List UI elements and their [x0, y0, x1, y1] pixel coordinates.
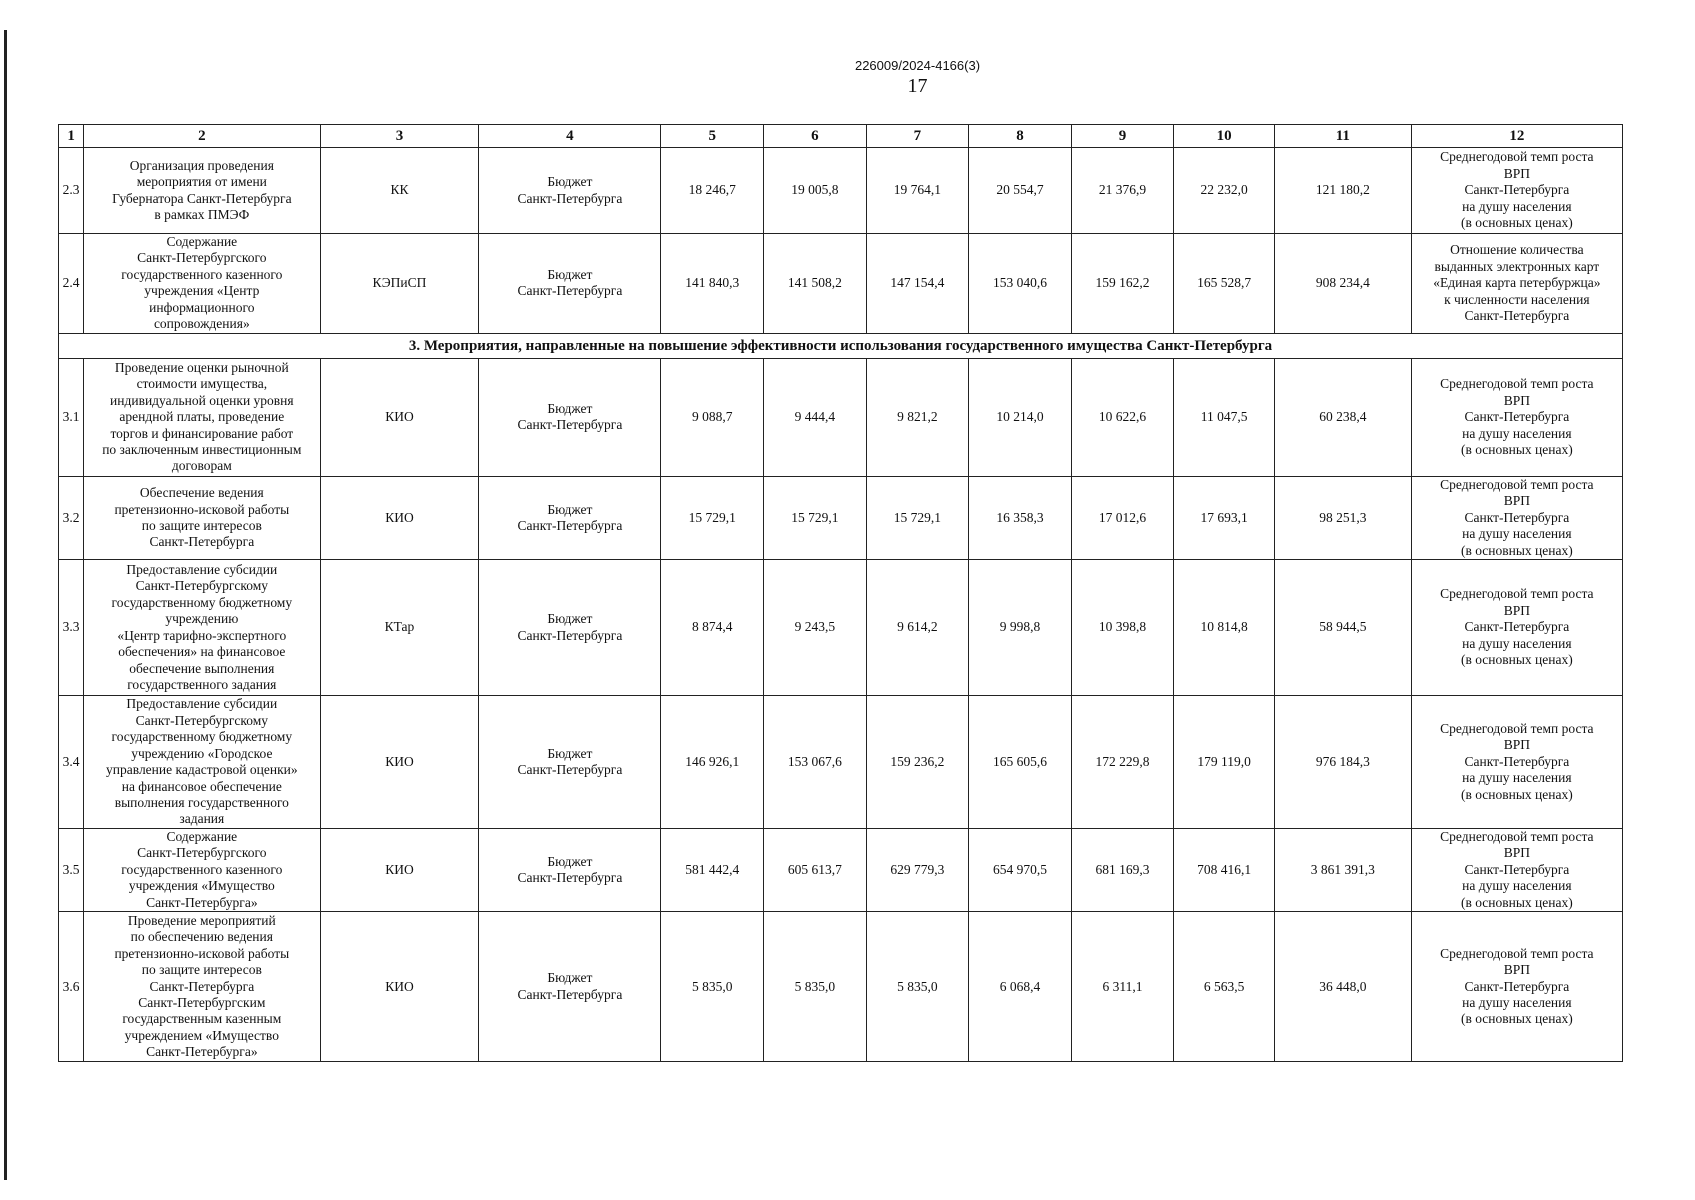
measure-name-line: Проведение оценки рыночной — [114, 359, 289, 375]
value-cell: 9 444,4 — [764, 358, 867, 476]
measure-name-line: арендной платы, проведение — [119, 409, 285, 425]
funding-source-line: Санкт-Петербурга — [517, 627, 623, 643]
value-cell: 141 840,3 — [661, 234, 764, 334]
funding-source-line: Санкт-Петербурга — [517, 870, 623, 886]
measure-name-line: в рамках ПМЭФ — [154, 206, 250, 222]
indicator — [1411, 476, 1622, 559]
col-header: 10 — [1174, 125, 1275, 148]
measure-name-line: учреждению — [165, 611, 239, 627]
value-cell: 9 998,8 — [969, 560, 1072, 696]
indicator-line: на душу населения — [1462, 994, 1572, 1010]
value-cell: 15 729,1 — [866, 476, 969, 559]
funding-source-line: Санкт-Петербурга — [517, 283, 623, 299]
col-header: 1 — [59, 125, 84, 148]
value-cell: 121 180,2 — [1274, 148, 1411, 234]
measure-name-line: индивидуальной оценки уровня — [110, 392, 294, 408]
indicator-line: (в основных ценах) — [1460, 652, 1573, 668]
measure-name-line: по защите интересов — [141, 962, 262, 978]
value-cell: 581 442,4 — [661, 828, 764, 911]
table-row — [59, 696, 1623, 829]
measure-name-line: Предоставление субсидии — [126, 561, 278, 577]
document-id: 226009/2024-4166(3) — [854, 58, 981, 73]
measure-name-line: Санкт-Петербургским — [138, 994, 266, 1010]
value-cell: 10 398,8 — [1071, 560, 1174, 696]
funding-source — [479, 828, 661, 911]
value-cell: 21 376,9 — [1071, 148, 1174, 234]
measure-name-line: мероприятия от имени — [136, 174, 267, 190]
funding-source — [479, 148, 661, 234]
measure-name-line: управление кадастровой оценки» — [106, 762, 298, 778]
value-cell: 9 088,7 — [661, 358, 764, 476]
measure-name-line: претензионно-исковой работы — [114, 501, 290, 517]
indicator-line: (в основных ценах) — [1460, 442, 1573, 458]
measure-name-line: учреждению «Городское — [131, 745, 273, 761]
measure-name-line: обеспечения» на финансовое — [118, 644, 286, 660]
funding-source — [479, 476, 661, 559]
table-row — [59, 234, 1623, 334]
indicator-line: (в основных ценах) — [1460, 894, 1573, 910]
value-cell: 10 814,8 — [1174, 560, 1275, 696]
value-cell: 681 169,3 — [1071, 828, 1174, 911]
value-cell: 6 563,5 — [1174, 912, 1275, 1062]
col-header: 4 — [479, 125, 661, 148]
indicator-line: ВРП — [1503, 392, 1530, 408]
measure-name-line: стоимости имущества, — [136, 376, 268, 392]
measure-name-line: государственного задания — [127, 677, 277, 693]
value-cell: 9 821,2 — [866, 358, 969, 476]
value-cell: 16 358,3 — [969, 476, 1072, 559]
indicator-line: на душу населения — [1462, 878, 1572, 894]
indicator — [1411, 696, 1622, 829]
indicator-line: Санкт-Петербурга — [1464, 619, 1570, 635]
indicator-line: Санкт-Петербурга — [1464, 308, 1570, 324]
value-cell: 976 184,3 — [1274, 696, 1411, 829]
measure-name-line: по защите интересов — [141, 517, 262, 533]
funding-source-line: Бюджет — [547, 266, 593, 282]
measure-name — [84, 148, 320, 234]
measure-name — [84, 358, 320, 476]
funding-source-line: Бюджет — [547, 611, 593, 627]
value-cell: 22 232,0 — [1174, 148, 1275, 234]
measure-name — [84, 912, 320, 1062]
measure-name-line: на финансовое обеспечение — [121, 778, 282, 794]
row-number: 2.4 — [59, 234, 84, 334]
indicator-line: на душу населения — [1462, 526, 1572, 542]
table-row — [59, 828, 1623, 911]
indicator-line: «Единая карта петербуржца» — [1433, 275, 1601, 291]
measure-name-line: обеспечение выполнения — [129, 660, 275, 676]
indicator-line: ВРП — [1503, 602, 1530, 618]
executor: КИО — [320, 358, 479, 476]
indicator-line: к численности населения — [1444, 291, 1590, 307]
value-cell: 19 005,8 — [764, 148, 867, 234]
measure-name-line: задания — [179, 811, 225, 827]
row-number: 3.3 — [59, 560, 84, 696]
col-header: 2 — [84, 125, 320, 148]
row-number: 3.1 — [59, 358, 84, 476]
indicator — [1411, 560, 1622, 696]
measure-name-line: государственного казенного — [121, 266, 283, 282]
indicator-line: Среднегодовой темп роста — [1440, 828, 1594, 844]
col-header: 5 — [661, 125, 764, 148]
indicator — [1411, 912, 1622, 1062]
measure-name-line: учреждения «Центр — [144, 283, 260, 299]
col-header: 6 — [764, 125, 867, 148]
value-cell: 5 835,0 — [866, 912, 969, 1062]
measure-name-line: Санкт-Петербурга» — [146, 1044, 258, 1060]
measure-name — [84, 560, 320, 696]
indicator — [1411, 148, 1622, 234]
value-cell: 708 416,1 — [1174, 828, 1275, 911]
measure-name-line: по заключенным инвестиционным — [102, 442, 302, 458]
executor: КТар — [320, 560, 479, 696]
funding-source — [479, 358, 661, 476]
indicator-line: (в основных ценах) — [1460, 786, 1573, 802]
value-cell: 98 251,3 — [1274, 476, 1411, 559]
measure-name-line: государственного казенного — [121, 861, 283, 877]
col-header: 7 — [866, 125, 969, 148]
funding-source — [479, 234, 661, 334]
indicator-line: Среднегодовой темп роста — [1440, 945, 1594, 961]
funding-source — [479, 696, 661, 829]
measure-name-line: Предоставление субсидии — [126, 696, 278, 712]
measure-name-line: «Центр тарифно-экспертного — [117, 627, 287, 643]
value-cell: 165 528,7 — [1174, 234, 1275, 334]
row-number: 2.3 — [59, 148, 84, 234]
measure-name — [84, 234, 320, 334]
col-header: 8 — [969, 125, 1072, 148]
value-cell: 58 944,5 — [1274, 560, 1411, 696]
executor: КК — [320, 148, 479, 234]
value-cell: 17 012,6 — [1071, 476, 1174, 559]
measure-name-line: государственным казенным — [122, 1011, 282, 1027]
value-cell: 6 068,4 — [969, 912, 1072, 1062]
value-cell: 605 613,7 — [764, 828, 867, 911]
indicator-line: Санкт-Петербурга — [1464, 978, 1570, 994]
value-cell: 146 926,1 — [661, 696, 764, 829]
col-header: 12 — [1411, 125, 1622, 148]
executor: КИО — [320, 476, 479, 559]
measure-name — [84, 476, 320, 559]
indicator — [1411, 828, 1622, 911]
value-cell: 9 614,2 — [866, 560, 969, 696]
indicator-line: (в основных ценах) — [1460, 215, 1573, 231]
measure-name-line: Санкт-Петербурга» — [146, 894, 258, 910]
indicator-line: выданных электронных карт — [1434, 258, 1600, 274]
value-cell: 10 622,6 — [1071, 358, 1174, 476]
executor: КЭПиСП — [320, 234, 479, 334]
executor: КИО — [320, 696, 479, 829]
value-cell: 36 448,0 — [1274, 912, 1411, 1062]
program-table — [58, 124, 1623, 1062]
table-row — [59, 148, 1623, 234]
col-header: 11 — [1274, 125, 1411, 148]
funding-source-line: Санкт-Петербурга — [517, 417, 623, 433]
value-cell: 18 246,7 — [661, 148, 764, 234]
table-row — [59, 358, 1623, 476]
funding-source-line: Бюджет — [547, 970, 593, 986]
funding-source — [479, 912, 661, 1062]
funding-source-line: Бюджет — [547, 400, 593, 416]
measure-name-line: Санкт-Петербургского — [137, 250, 267, 266]
executor: КИО — [320, 828, 479, 911]
measure-name-line: информационного — [149, 299, 255, 315]
value-cell: 654 970,5 — [969, 828, 1072, 911]
col-header: 3 — [320, 125, 479, 148]
row-number: 3.5 — [59, 828, 84, 911]
value-cell: 17 693,1 — [1174, 476, 1275, 559]
value-cell: 147 154,4 — [866, 234, 969, 334]
indicator-line: (в основных ценах) — [1460, 1011, 1573, 1027]
row-number: 3.2 — [59, 476, 84, 559]
column-number-row — [59, 125, 1623, 148]
measure-name-line: Содержание — [166, 234, 238, 249]
measure-name — [84, 696, 320, 829]
funding-source-line: Бюджет — [547, 174, 593, 190]
value-cell: 908 234,4 — [1274, 234, 1411, 334]
indicator-line: Санкт-Петербурга — [1464, 409, 1570, 425]
measure-name-line: учреждением «Имущество — [124, 1027, 279, 1043]
measure-name-line: Санкт-Петербурга — [149, 534, 255, 550]
col-header: 9 — [1071, 125, 1174, 148]
section-title: 3. Мероприятия, направленные на повышение эффективности использования государственного имущества Санкт-Петербурга — [59, 333, 1623, 358]
value-cell: 165 605,6 — [969, 696, 1072, 829]
measure-name-line: выполнения государственного — [114, 794, 289, 810]
value-cell: 5 835,0 — [661, 912, 764, 1062]
row-number: 3.4 — [59, 696, 84, 829]
value-cell: 19 764,1 — [866, 148, 969, 234]
measure-name-line: Проведение мероприятий — [127, 912, 276, 928]
value-cell: 159 236,2 — [866, 696, 969, 829]
scan-edge-line — [4, 30, 7, 1180]
indicator-line: ВРП — [1503, 165, 1530, 181]
indicator-line: Отношение количества — [1450, 242, 1584, 258]
funding-source-line: Санкт-Петербурга — [517, 986, 623, 1002]
measure-name-line: Санкт-Петербургскому — [135, 578, 269, 594]
measure-name-line: торгов и финансирование работ — [110, 425, 294, 441]
value-cell: 159 162,2 — [1071, 234, 1174, 334]
measure-name-line: учреждения «Имущество — [128, 878, 275, 894]
indicator-line: Среднегодовой темп роста — [1440, 586, 1594, 602]
executor: КИО — [320, 912, 479, 1062]
indicator-line: ВРП — [1503, 962, 1530, 978]
value-cell: 6 311,1 — [1071, 912, 1174, 1062]
indicator-line: Среднегодовой темп роста — [1440, 720, 1594, 736]
value-cell: 9 243,5 — [764, 560, 867, 696]
value-cell: 172 229,8 — [1071, 696, 1174, 829]
measure-name-line: государственному бюджетному — [111, 729, 293, 745]
value-cell: 153 067,6 — [764, 696, 867, 829]
indicator-line: на душу населения — [1462, 198, 1572, 214]
measure-name-line: Содержание — [166, 828, 238, 844]
indicator-line: на душу населения — [1462, 635, 1572, 651]
indicator-line: на душу населения — [1462, 770, 1572, 786]
funding-source-line: Санкт-Петербурга — [517, 517, 623, 533]
measure-name-line: государственному бюджетному — [111, 594, 293, 610]
table-body — [59, 148, 1623, 1062]
indicator-line: Среднегодовой темп роста — [1440, 476, 1594, 492]
value-cell: 11 047,5 — [1174, 358, 1275, 476]
measure-name-line: сопровождения» — [153, 316, 250, 332]
indicator-line: Среднегодовой темп роста — [1440, 376, 1594, 392]
indicator-line: Санкт-Петербурга — [1464, 509, 1570, 525]
indicator-line: Санкт-Петербурга — [1464, 753, 1570, 769]
measure-name-line: Санкт-Петербургскому — [135, 712, 269, 728]
value-cell: 179 119,0 — [1174, 696, 1275, 829]
value-cell: 5 835,0 — [764, 912, 867, 1062]
indicator-line: ВРП — [1503, 845, 1530, 861]
table-row — [59, 912, 1623, 1062]
indicator-line: (в основных ценах) — [1460, 542, 1573, 558]
measure-name-line: Губернатора Санкт-Петербурга — [112, 190, 292, 206]
table-row — [59, 560, 1623, 696]
measure-name-line: договорам — [171, 458, 232, 474]
value-cell: 8 874,4 — [661, 560, 764, 696]
value-cell: 60 238,4 — [1274, 358, 1411, 476]
funding-source — [479, 560, 661, 696]
value-cell: 3 861 391,3 — [1274, 828, 1411, 911]
funding-source-line: Бюджет — [547, 501, 593, 517]
indicator-line: ВРП — [1503, 493, 1530, 509]
indicator — [1411, 358, 1622, 476]
value-cell: 15 729,1 — [764, 476, 867, 559]
funding-source-line: Санкт-Петербурга — [517, 762, 623, 778]
measure-name-line: по обеспечению ведения — [130, 929, 273, 945]
indicator-line: Санкт-Петербурга — [1464, 182, 1570, 198]
measure-name-line: претензионно-исковой работы — [114, 945, 290, 961]
funding-source-line: Бюджет — [547, 853, 593, 869]
value-cell: 141 508,2 — [764, 234, 867, 334]
measure-name-line: Организация проведения — [129, 157, 274, 173]
section-row — [59, 333, 1623, 358]
value-cell: 10 214,0 — [969, 358, 1072, 476]
indicator-line: на душу населения — [1462, 425, 1572, 441]
value-cell: 629 779,3 — [866, 828, 969, 911]
measure-name-line: Санкт-Петербурга — [149, 978, 255, 994]
value-cell: 20 554,7 — [969, 148, 1072, 234]
measure-name-line: Санкт-Петербургского — [137, 845, 267, 861]
indicator-line: Санкт-Петербурга — [1464, 861, 1570, 877]
value-cell: 153 040,6 — [969, 234, 1072, 334]
measure-name — [84, 828, 320, 911]
row-number: 3.6 — [59, 912, 84, 1062]
value-cell: 15 729,1 — [661, 476, 764, 559]
measure-name-line: Обеспечение ведения — [139, 485, 264, 501]
indicator-line: Среднегодовой темп роста — [1440, 149, 1594, 165]
funding-source-line: Санкт-Петербурга — [517, 190, 623, 206]
indicator-line: ВРП — [1503, 737, 1530, 753]
funding-source-line: Бюджет — [547, 745, 593, 761]
page-number: 17 — [907, 75, 928, 97]
indicator — [1411, 234, 1622, 334]
table-row — [59, 476, 1623, 559]
